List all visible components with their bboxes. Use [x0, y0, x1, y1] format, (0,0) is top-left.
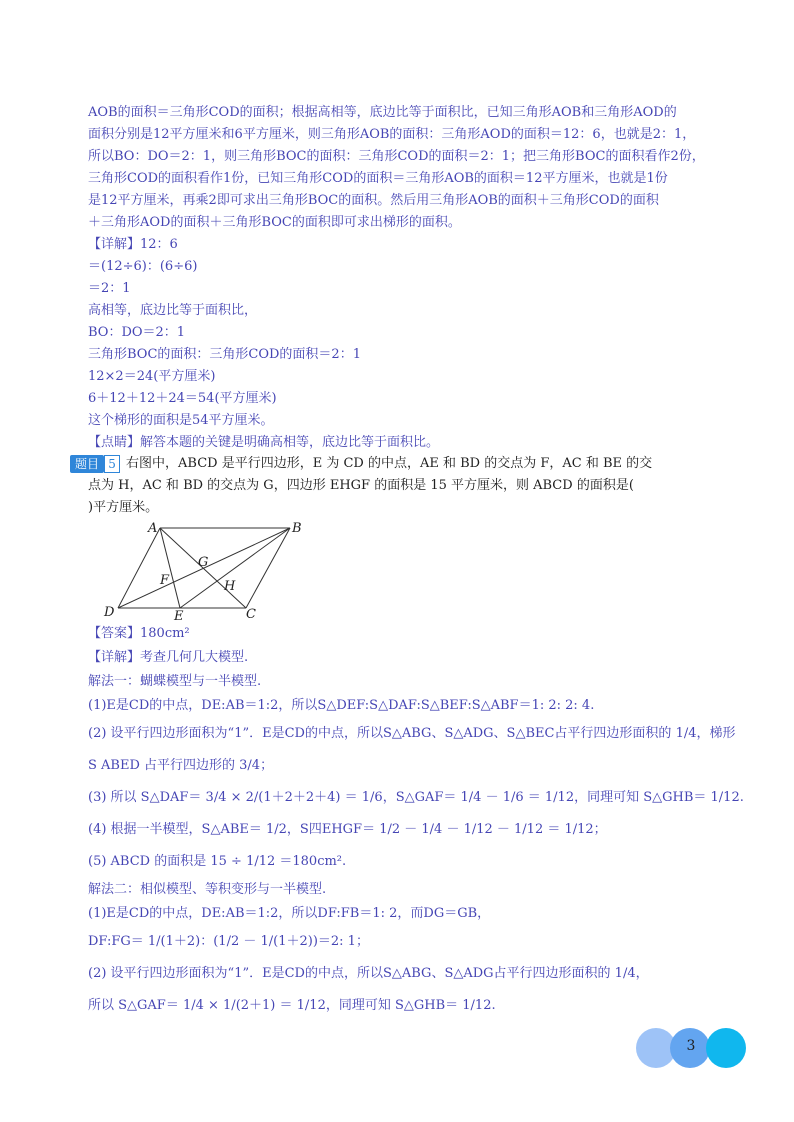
- detail-line: 12×2＝24(平方厘米): [88, 369, 216, 384]
- parallelogram-diagram: [100, 522, 310, 620]
- deco-circle: [706, 1028, 746, 1068]
- detail-line: BO：DO＝2：1: [88, 325, 186, 340]
- solution-line: (2) 设平行四边形面积为“1”．E是CD的中点，所以S△ABG、S△ADG占平行四边形面积的 1/4，: [88, 966, 649, 981]
- detail-line: ＝2：1: [88, 281, 131, 296]
- detail-line: 这个梯形的面积是54平方厘米。: [88, 413, 274, 428]
- answer-line: 【答案】180cm²: [88, 626, 190, 641]
- detail-line: 三角形BOC的面积：三角形COD的面积＝2：1: [88, 347, 361, 362]
- detail-line: ＝(12÷6)：(6÷6): [88, 259, 198, 274]
- label-e: E: [174, 609, 184, 620]
- detail-line: 6＋12＋12＋24＝54(平方厘米): [88, 391, 277, 406]
- key-point-line: 【点睛】解答本题的关键是明确高相等，底边比等于面积比。: [88, 435, 440, 450]
- intro-line: ＋三角形AOD的面积＋三角形BOC的面积即可求出梯形的面积。: [88, 215, 461, 230]
- solution-line: 解法一：蝴蝶模型与一半模型.: [88, 674, 262, 689]
- label-a: A: [148, 522, 158, 536]
- problem-badge: 题目: [70, 455, 104, 473]
- side-da: [118, 528, 160, 608]
- intro-block: [88, 102, 728, 454]
- side-bc: [246, 528, 290, 608]
- intro-line: 所以BO：DO＝2：1，则三角形BOC的面积：三角形COD的面积＝2：1；把三角形BOC的面积看作2份，: [88, 149, 705, 164]
- page-number: 3: [686, 1038, 696, 1054]
- label-d: D: [104, 605, 115, 620]
- detail-line: 高相等，底边比等于面积比，: [88, 303, 258, 318]
- intro-line: AOB的面积＝三角形COD的面积；根据高相等，底边比等于面积比，已知三角形AOB和三角形AOD的: [88, 105, 677, 120]
- solution-line: 所以 S△GAF＝ 1/4 × 1/(2＋1) ＝ 1/12，同理可知 S△GHB＝ 1/12.: [88, 998, 496, 1013]
- solution-line: (1)E是CD的中点，DE:AB＝1:2，所以S△DEF:S△DAF:S△BEF:S△ABF＝1: 2: 2: 4.: [88, 698, 595, 713]
- solution-line: (4) 根据一半模型，S△ABE＝ 1/2，S四EHGF＝ 1/2 － 1/4 － 1/12 － 1/12 ＝ 1/12；: [88, 822, 607, 837]
- solution-line: (2) 设平行四边形面积为“1”．E是CD的中点，所以S△ABG、S△ADG、S△BEC占平行四边形面积的 1/4，梯形: [88, 726, 736, 741]
- parallelogram-figure: [100, 522, 310, 624]
- segment-ae: [160, 528, 180, 608]
- segment-be: [180, 528, 290, 608]
- intro-line: 三角形COD的面积看作1份，已知三角形COD的面积＝三角形AOB的面积＝12平方厘米，也就是1份: [88, 171, 668, 186]
- solution-block: [88, 622, 744, 1022]
- detail-line: 【详解】12：6: [88, 237, 178, 252]
- problem-line-2: 点为 H，AC 和 BD 的交点为 G，四边形 EHGF 的面积是 15 平方厘米，则 ABCD 的面积是(: [88, 478, 634, 493]
- problem-5: [70, 453, 730, 519]
- problem-text: 右图中，ABCD 是平行四边形，E 为 CD 的中点，AE 和 BD 的交点为 F，AC 和 BE 的交: [126, 456, 653, 471]
- solution-line: 解法二：相似模型、等积变形与一半模型.: [88, 882, 327, 897]
- label-b: B: [292, 522, 302, 536]
- solution-line: S ABED 占平行四边形的 3/4；: [88, 758, 274, 773]
- solution-line: (3) 所以 S△DAF＝ 3/4 × 2/(1＋2＋2＋4) ＝ 1/6，S△GAF＝ 1/4 － 1/6 ＝ 1/12，同理可知 S△GHB＝ 1/12.: [88, 790, 744, 805]
- label-c: C: [246, 607, 256, 620]
- solution-line: (1)E是CD的中点，DE:AB＝1:2，所以DF:FB＝1: 2，而DG＝GB，: [88, 906, 491, 921]
- label-h: H: [224, 579, 236, 594]
- solution-line: DF:FG＝ 1/(1＋2)：(1/2 － 1/(1＋2))＝2: 1；: [88, 934, 369, 949]
- intro-line: 是12平方厘米，再乘2即可求出三角形BOC的面积。然后用三角形AOB的面积＋三角形COD的面积: [88, 193, 659, 208]
- solution-line: (5) ABCD 的面积是 15 ÷ 1/12 ＝180cm².: [88, 854, 347, 869]
- label-f: F: [160, 573, 170, 588]
- solution-line: 【详解】考查几何几大模型.: [88, 650, 249, 665]
- problem-number: 5: [104, 455, 120, 473]
- problem-line-3: )平方厘米。: [88, 500, 159, 515]
- problem-line-1: [70, 453, 730, 475]
- label-g: G: [198, 555, 209, 570]
- page-number-badge: [636, 1028, 752, 1068]
- intro-line: 面积分别是12平方厘米和6平方厘米，则三角形AOB的面积：三角形AOD的面积＝12：6，也就是2：1，: [88, 127, 696, 142]
